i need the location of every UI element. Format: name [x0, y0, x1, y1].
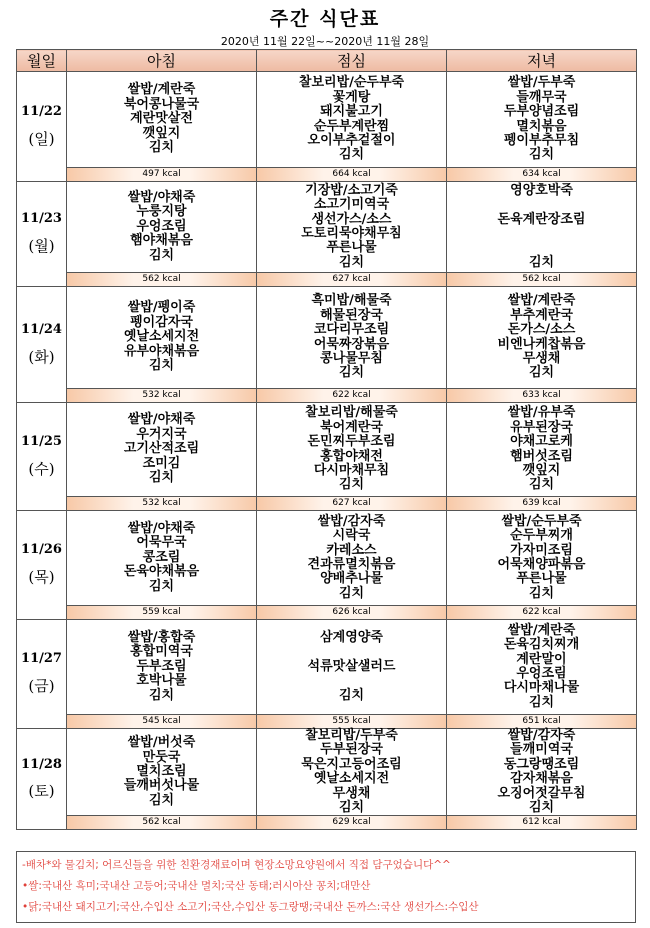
day-row	[17, 729, 637, 816]
note-line: •쌀:국내산 흑미;국내산 고등어;국내산 멸치;국산 동태;러시아산 꽁치;대만산	[22, 880, 371, 892]
menu-item: 부추계란국	[510, 307, 573, 323]
lunch-kcal: 664 kcal	[257, 168, 447, 182]
menu-item: 생선가스/소스	[311, 211, 392, 227]
weekly-menu-table	[16, 49, 637, 830]
lunch-kcal: 555 kcal	[257, 715, 447, 729]
menu-item	[447, 198, 636, 212]
day-of-week: (수)	[28, 459, 55, 478]
date-cell	[17, 511, 67, 620]
menu-item: 김치	[148, 358, 175, 374]
note-line: -배차*와 물김치; 어르신들을 위한 친환경재료이며 현장소망요양원에서 직접 담구었습니다^^	[22, 859, 451, 871]
breakfast-kcal: 545 kcal	[67, 715, 257, 729]
menu-item: 어묵무국	[136, 535, 187, 551]
menu-item: 옛날소세지전	[123, 329, 200, 345]
dinner-cell	[447, 620, 637, 715]
kcal-row	[17, 389, 637, 403]
date-cell	[17, 182, 67, 287]
dinner-cell	[447, 72, 637, 168]
kcal-row	[17, 168, 637, 182]
breakfast-kcal: 562 kcal	[67, 816, 257, 830]
lunch-kcal: 626 kcal	[257, 606, 447, 620]
menu-item: 흑미밥/해물죽	[311, 293, 392, 309]
menu-item: 김치	[528, 585, 555, 601]
menu-item: 꽃게탕	[332, 89, 371, 105]
menu-item: 두부양념조림	[503, 104, 580, 120]
menu-item: 김치	[338, 477, 365, 493]
menu-item: 호박나물	[136, 673, 187, 689]
dinner-kcal: 622 kcal	[447, 606, 637, 620]
header-breakfast: 아침	[67, 50, 257, 72]
menu-item: 영양호박죽	[510, 182, 573, 198]
breakfast-cell	[67, 403, 257, 497]
date-cell	[17, 729, 67, 830]
menu-item: 깻잎지	[142, 125, 181, 141]
date-cell	[17, 287, 67, 403]
menu-item: 유부야채볶음	[123, 343, 200, 359]
day-row	[17, 287, 637, 389]
notes-box	[16, 851, 636, 923]
menu-item: 어묵채양파볶음	[497, 557, 586, 572]
menu-item: 우거지국	[136, 426, 187, 442]
menu-item: 다시마채무침	[313, 462, 390, 478]
day-row	[17, 511, 637, 606]
menu-item: 만둣국	[142, 749, 181, 765]
menu-item: 쌀밥/버섯죽	[127, 735, 196, 751]
menu-item: 김치	[148, 470, 175, 486]
breakfast-cell	[67, 729, 257, 816]
menu-item: 삼계영양죽	[320, 630, 383, 645]
kcal-row	[17, 816, 637, 830]
header-dinner: 저녁	[447, 50, 637, 72]
dinner-kcal: 612 kcal	[447, 816, 637, 830]
breakfast-kcal: 532 kcal	[67, 389, 257, 403]
menu-item: 김치	[148, 247, 175, 263]
breakfast-cell	[67, 72, 257, 168]
menu-item: 묵은지고등어조림	[301, 756, 402, 772]
date-cell	[17, 403, 67, 511]
menu-item: 돼지불고기	[320, 104, 383, 120]
lunch-kcal: 622 kcal	[257, 389, 447, 403]
lunch-kcal: 627 kcal	[257, 497, 447, 511]
menu-item: 김치	[338, 147, 365, 163]
menu-item	[257, 645, 446, 659]
menu-item: 돈가스/소스	[507, 322, 576, 338]
menu-item: 오이부추겉절이	[307, 132, 396, 148]
menu-item: 우엉조림	[136, 218, 187, 234]
menu-item: 비엔나케찹볶음	[497, 336, 586, 352]
menu-item: 김치	[338, 585, 365, 601]
menu-item: 푸른나물	[326, 240, 377, 256]
menu-item: 김치	[338, 365, 365, 381]
menu-item: 쌀밥/유부죽	[507, 405, 576, 421]
dinner-kcal: 633 kcal	[447, 389, 637, 403]
menu-item	[447, 241, 636, 255]
lunch-cell	[257, 287, 447, 389]
menu-item: 돈민찌두부조림	[307, 434, 396, 450]
menu-item: 누룽지탕	[136, 204, 187, 220]
menu-item: 기장밥/소고기죽	[305, 182, 398, 198]
menu-item: 돈육야채볶음	[123, 564, 200, 580]
menu-item: 콩조림	[142, 549, 181, 565]
menu-item: 우엉조림	[516, 666, 567, 681]
day-of-week: (월)	[28, 237, 55, 256]
dinner-kcal: 639 kcal	[447, 497, 637, 511]
menu-item: 석류맛살샐러드	[307, 658, 396, 674]
menu-item: 콩나물무침	[320, 350, 383, 366]
menu-item: 김치	[338, 254, 365, 270]
menu-item: 햄버섯조림	[510, 448, 573, 464]
dinner-cell	[447, 287, 637, 389]
menu-item: 들깨버섯나물	[123, 778, 200, 794]
menu-item: 깻잎지	[522, 462, 561, 478]
kcal-row	[17, 273, 637, 287]
menu-item: 김치	[528, 147, 555, 163]
menu-item: 쌀밥/순두부죽	[501, 513, 582, 529]
day-date: 11/28	[21, 756, 62, 772]
lunch-cell	[257, 511, 447, 606]
menu-item: 김치	[148, 792, 175, 808]
menu-item: 돈육계란장조림	[497, 211, 586, 227]
breakfast-cell	[67, 511, 257, 606]
menu-item: 양배추나물	[320, 571, 383, 587]
menu-item: 쌀밥/펭이죽	[127, 300, 196, 316]
page-title: 주간 식단표	[269, 8, 381, 30]
menu-item: 쌀밥/계란죽	[127, 82, 196, 98]
menu-item: 유부된장국	[510, 419, 573, 435]
menu-item: 김치	[528, 694, 555, 710]
day-of-week: (화)	[28, 347, 55, 366]
dinner-cell	[447, 403, 637, 497]
menu-item: 순두부찌개	[510, 528, 573, 544]
menu-item: 가자미조림	[510, 542, 573, 558]
menu-item: 다시마채나물	[503, 680, 580, 696]
day-row	[17, 620, 637, 715]
dinner-kcal: 634 kcal	[447, 168, 637, 182]
menu-item: 소고기미역국	[313, 197, 390, 213]
menu-item: 김치	[148, 578, 175, 594]
menu-item: 쌀밥/야채죽	[127, 520, 196, 536]
lunch-cell	[257, 182, 447, 273]
menu-item: 쌀밥/감자죽	[317, 513, 386, 529]
menu-item: 김치	[148, 140, 175, 156]
menu-item: 무생채	[522, 350, 561, 366]
menu-item: 동그랑땡조림	[503, 756, 580, 772]
day-date: 11/24	[21, 321, 62, 337]
breakfast-kcal: 497 kcal	[67, 168, 257, 182]
kcal-row	[17, 606, 637, 620]
note-line: •닭;국내산 돼지고기;국산,수입산 소고기;국산,수입산 동그랑땡;국내산 돈까스:국산 생선가스:수입산	[22, 901, 479, 913]
day-of-week: (목)	[28, 568, 55, 587]
day-row	[17, 72, 637, 168]
breakfast-kcal: 559 kcal	[67, 606, 257, 620]
day-of-week: (금)	[28, 677, 55, 696]
menu-item: 무생채	[332, 785, 371, 801]
menu-item: 북어계란국	[320, 419, 383, 435]
dinner-cell	[447, 511, 637, 606]
menu-item: 찰보리밥/두부죽	[305, 728, 398, 743]
menu-item: 두부조림	[136, 658, 187, 674]
menu-item: 조미김	[142, 455, 181, 471]
lunch-cell	[257, 403, 447, 497]
header-date: 월일	[17, 50, 67, 72]
menu-item: 쌀밥/홍합죽	[127, 629, 196, 645]
menu-item: 쌀밥/계란죽	[507, 293, 576, 309]
menu-item: 어묵짜장볶음	[313, 336, 390, 352]
menu-item: 돈육김치찌개	[503, 637, 580, 653]
menu-item: 김치	[528, 800, 555, 816]
menu-item: 순두부계란찜	[313, 118, 390, 134]
menu-item: 쌀밥/두부죽	[507, 75, 576, 91]
menu-item: 쌀밥/감자죽	[507, 728, 576, 743]
menu-item: 찰보리밥/순두부죽	[298, 75, 405, 91]
date-cell	[17, 620, 67, 729]
menu-item: 해물된장국	[320, 307, 383, 323]
breakfast-cell	[67, 182, 257, 273]
menu-item: 도토리묵야채무침	[301, 226, 402, 241]
dinner-cell	[447, 182, 637, 273]
menu-item: 시락국	[332, 528, 371, 544]
day-of-week: (일)	[28, 129, 55, 148]
menu-item: 멸치볶음	[516, 118, 567, 134]
menu-item: 멸치조림	[136, 764, 187, 780]
menu-item: 찰보리밥/해물죽	[305, 405, 398, 421]
menu-item: 김치	[338, 687, 365, 703]
menu-item: 쌀밥/야채죽	[127, 189, 196, 205]
menu-item: 계란맛살전	[130, 111, 193, 127]
dinner-kcal: 562 kcal	[447, 273, 637, 287]
kcal-row	[17, 497, 637, 511]
day-date: 11/22	[21, 103, 62, 119]
menu-body	[17, 72, 637, 830]
menu-item: 야채고로케	[510, 434, 573, 450]
breakfast-cell	[67, 287, 257, 389]
menu-item: 두부된장국	[320, 742, 383, 758]
breakfast-kcal: 562 kcal	[67, 273, 257, 287]
menu-item: 코다리무조림	[313, 322, 390, 338]
menu-item: 들깨미역국	[510, 742, 573, 758]
day-date: 11/23	[21, 211, 62, 227]
lunch-kcal: 629 kcal	[257, 816, 447, 830]
menu-item: 옛날소세지전	[313, 771, 390, 787]
header-row	[17, 50, 637, 72]
day-row	[17, 182, 637, 273]
dinner-kcal: 651 kcal	[447, 715, 637, 729]
menu-item: 쌀밥/야채죽	[127, 412, 196, 428]
menu-item: 쌀밥/계란죽	[507, 622, 576, 638]
menu-item: 홍합미역국	[130, 644, 193, 660]
menu-item: 김치	[528, 477, 555, 493]
menu-item: 펭이부추무침	[503, 132, 580, 148]
menu-item: 푸른나물	[516, 571, 567, 587]
menu-item: 오징어젓갈무침	[497, 785, 586, 801]
date-cell	[17, 72, 67, 182]
day-row	[17, 403, 637, 497]
menu-item: 펭이감자국	[130, 314, 193, 330]
menu-item	[257, 674, 446, 688]
date-range: 2020년 11월 22일~~2020년 11월 28일	[220, 35, 430, 48]
day-date: 11/26	[21, 542, 62, 558]
day-date: 11/25	[21, 433, 62, 449]
menu-item: 북어콩나물국	[123, 96, 200, 112]
menu-item: 김치	[528, 365, 555, 381]
menu-item: 계란말이	[516, 651, 567, 667]
menu-item: 견과류멸치볶음	[307, 557, 396, 572]
menu-item: 감자채볶음	[510, 771, 573, 787]
menu-item: 김치	[338, 800, 365, 816]
breakfast-kcal: 532 kcal	[67, 497, 257, 511]
menu-item: 들깨무국	[516, 89, 567, 105]
menu-item	[447, 227, 636, 241]
lunch-kcal: 627 kcal	[257, 273, 447, 287]
menu-item: 홍합야채전	[320, 448, 383, 464]
day-of-week: (토)	[28, 782, 55, 801]
kcal-row	[17, 715, 637, 729]
menu-item: 김치	[528, 254, 555, 270]
menu-item: 햄야채볶음	[130, 233, 193, 249]
lunch-cell	[257, 620, 447, 715]
header-lunch: 점심	[257, 50, 447, 72]
lunch-cell	[257, 72, 447, 168]
menu-item: 고기산적조림	[123, 441, 200, 457]
dinner-cell	[447, 729, 637, 816]
menu-item: 카레소스	[326, 542, 377, 558]
lunch-cell	[257, 729, 447, 816]
breakfast-cell	[67, 620, 257, 715]
day-date: 11/27	[21, 651, 62, 667]
menu-item: 김치	[148, 687, 175, 703]
